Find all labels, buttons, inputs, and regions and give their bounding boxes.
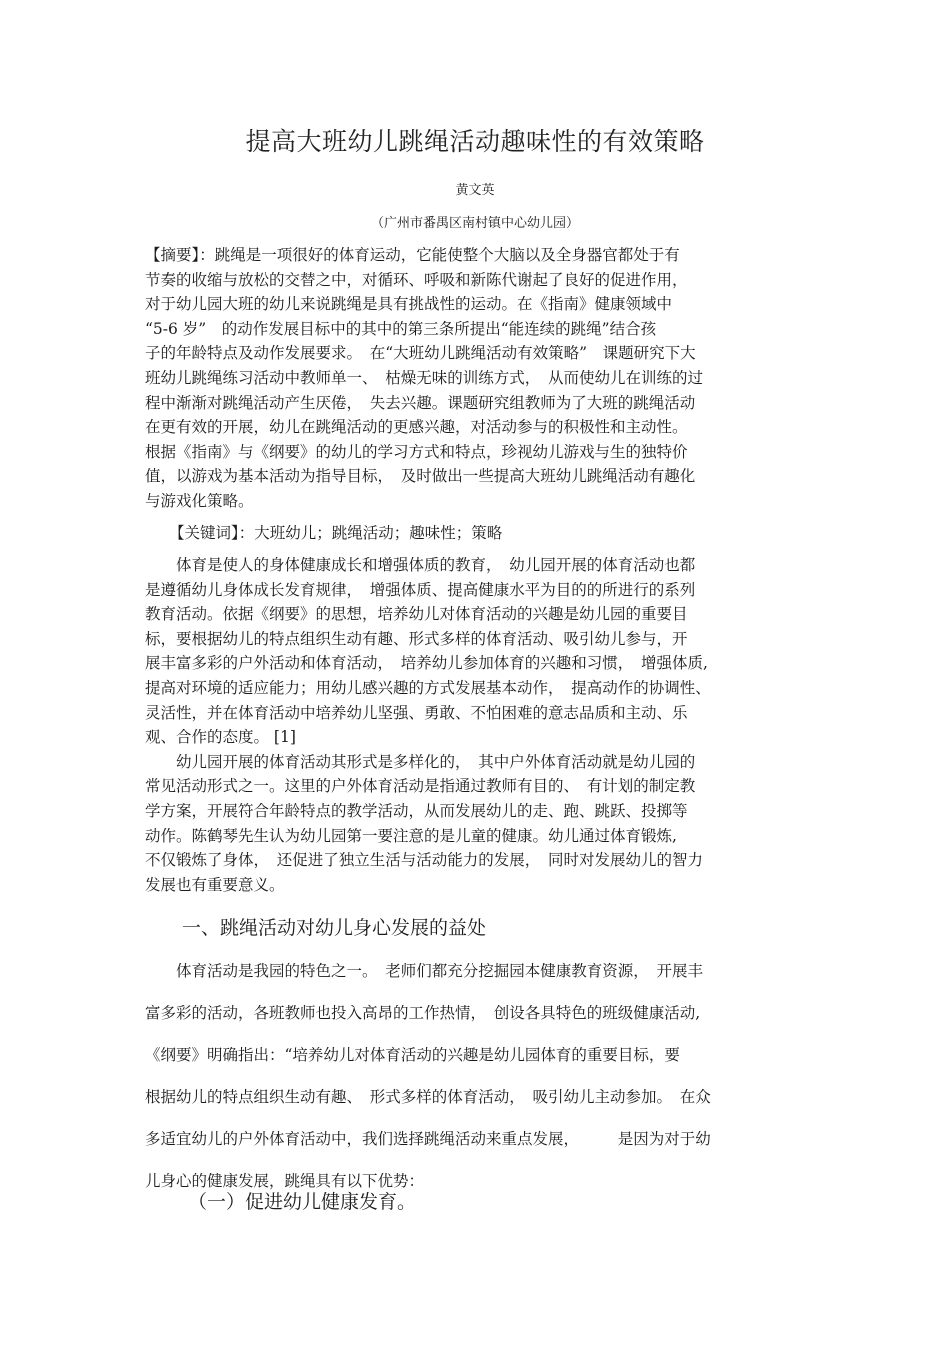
abstract-line: 对于幼儿园大班的幼儿来说跳绳是具有挑战性的运动。在《指南》健康领域中	[145, 295, 673, 314]
paragraph-line: 体育活动是我园的特色之一。 老师们都充分挖掘园本健康教育资源， 开展丰	[145, 962, 704, 980]
author-affiliation: （广州市番禺区南村镇中心幼儿园）	[370, 216, 579, 231]
paragraph-line: 《纲要》明确指出：“培养幼儿对体育活动的兴趣是幼儿园体育的重要目标，要	[145, 1046, 680, 1064]
author-name: 黄文英	[455, 183, 495, 198]
paragraph-line: 灵活性，并在体育活动中培养幼儿坚强、勇敢、不怕困难的意志品质和主动、乐	[145, 703, 688, 722]
paragraph-line: 动作。陈鹤琴先生认为幼儿园第一要注意的是儿童的健康。幼儿通过体育锻炼,	[145, 826, 677, 845]
abstract-line: 程中渐渐对跳绳活动产生厌倦， 失去兴趣。课题研究组教师为了大班的跳绳活动	[145, 393, 696, 412]
paragraph-line: 标，要根据幼儿的特点组织生动有趣、形式多样的体育活动、吸引幼儿参与，开	[145, 629, 688, 648]
abstract-line: 与游戏化策略。	[145, 491, 254, 510]
paragraph-line: 不仅锻炼了身体， 还促进了独立生活与活动能力的发展， 同时对发展幼儿的智力	[145, 851, 704, 870]
abstract-line: 班幼儿跳绳练习活动中教师单一、 枯燥无味的训练方式， 从而使幼儿在训练的过	[145, 368, 704, 387]
paragraph-line: 教育活动。依据《纲要》的思想，培养幼儿对体育活动的兴趣是幼儿园的重要目	[145, 605, 688, 624]
paragraph-line: 提高对环境的适应能力；用幼儿感兴趣的方式发展基本动作， 提高动作的协调性、	[145, 678, 711, 697]
paragraph-line: 展丰富多彩的户外活动和体育活动， 培养幼儿参加体育的兴趣和习惯， 增强体质,	[145, 654, 708, 673]
paragraph-line: 儿身心的健康发展，跳绳具有以下优势：	[145, 1172, 425, 1190]
subsection-heading: （一）促进幼儿健康发育。	[188, 1191, 417, 1213]
paragraph-line: 幼儿园开展的体育活动其形式是多样化的， 其中户外体育活动就是幼儿园的	[145, 752, 696, 771]
intro-paragraphs	[145, 553, 815, 897]
paragraph-line: 学方案，开展符合年龄特点的教学活动，从而发展幼儿的走、跑、跳跃、投掷等	[145, 801, 688, 820]
abstract-line: 值，以游戏为基本活动为指导目标， 及时做出一些提高大班幼儿跳绳活动有趣化	[145, 467, 696, 486]
abstract-line: “5-6 岁” 的动作发展目标中的其中的第三条所提出“能连续的跳绳”结合孩	[145, 319, 657, 338]
abstract-line: 【摘要】：跳绳是一项很好的体育运动，它能使整个大脑以及全身器官都处于有	[145, 246, 680, 264]
abstract-line: 根据《指南》与《纲要》的幼儿的学习方式和特点，珍视幼儿游戏与生的独特价	[145, 442, 688, 461]
page-title: 提高大班幼儿跳绳活动趣味性的有效策略	[245, 127, 705, 156]
section-heading: 一、跳绳活动对幼儿身心发展的益处	[182, 917, 487, 939]
abstract-line: 节奏的收缩与放松的交替之中，对循环、呼吸和新陈代谢起了良好的促进作用，	[145, 270, 688, 289]
paragraph-line: 常见活动形式之一。这里的户外体育活动是指通过教师有目的、 有计划的制定教	[145, 777, 696, 796]
paragraph-line: 观、合作的态度。 [1]	[145, 728, 296, 747]
paragraph-line: 发展也有重要意义。	[145, 875, 285, 894]
paragraph-line: 是遵循幼儿身体成长发育规律， 增强体质、提高健康水平为目的的所进行的系列	[145, 580, 696, 599]
paragraph-line: 根据幼儿的特点组织生动有趣、 形式多样的体育活动， 吸引幼儿主动参加。 在众	[145, 1088, 711, 1106]
paragraph-line: 富多彩的活动，各班教师也投入高昂的工作热情， 创设各具特色的班级健康活动,	[145, 1004, 701, 1022]
abstract-line: 子的年龄特点及动作发展要求。 在“大班幼儿跳绳活动有效策略” 课题研究下大	[145, 344, 696, 363]
paragraph-line: 多适宜幼儿的户外体育活动中，我们选择跳绳活动来重点发展， 是因为对于幼	[145, 1130, 711, 1148]
abstract-line: 在更有效的开展，幼儿在跳绳活动的更感兴趣，对活动参与的积极性和主动性。	[145, 418, 688, 437]
section-body	[145, 950, 815, 1202]
keywords: 【关键词】：大班幼儿；跳绳活动；趣味性；策略	[169, 524, 503, 542]
abstract	[145, 243, 815, 514]
paragraph-line: 体育是使人的身体健康成长和增强体质的教育， 幼儿园开展的体育活动也都	[145, 556, 696, 574]
